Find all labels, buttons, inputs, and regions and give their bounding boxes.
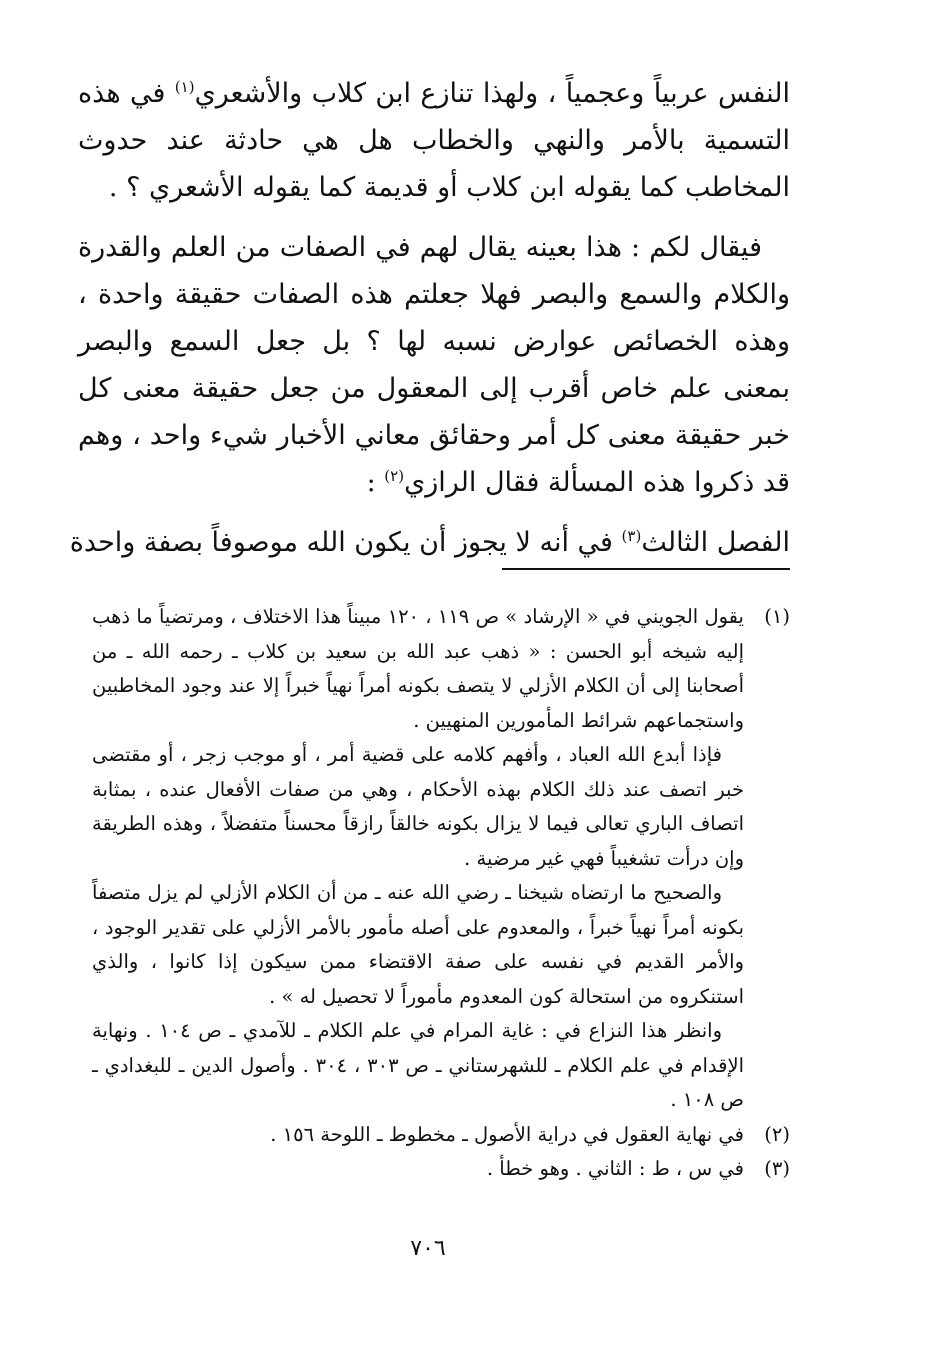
paragraph-2-text-b: :: [366, 467, 385, 498]
footnote-ref-3: (٣): [621, 527, 642, 545]
footnote-ref-1: (١): [174, 78, 195, 96]
footnote-paragraph: يقول الجويني في « الإرشاد » ص ١١٩ ، ١٢٠ مبيناً هذا الاختلاف ، ومرتضياً ما ذهب إليه شيخه أبو الحسن : « ذهب عبد الله بن سعيد بن كلاب ـ رحمه الله ـ من أصحابنا إلى أن الكلام الأزلي لا يتصف بكونه أمراً نهياً خبراً إلا عند وجود المخاطبين واستجماعهم شرائط المأمورين المنهيين .: [92, 605, 744, 732]
main-paragraph-1: [78, 70, 790, 211]
footnote-ref-2: (٢): [384, 467, 405, 485]
footnote-number: (٣): [764, 1157, 790, 1180]
footnote-separator: [502, 568, 790, 570]
paragraph-1-text-b: في هذه التسمية بالأمر والنهي والخطاب هل هي حادثة عند حدوث المخاطب كما يقوله ابن كلاب أو قديمة كما يقوله الأشعري ؟ .: [78, 78, 790, 203]
section-heading-text: في أنه لا يجوز أن يكون الله موصوفاً بصفة واحدة: [69, 527, 622, 558]
footnote-paragraph: والصحيح ما ارتضاه شيخنا ـ رضي الله عنه ـ من أن الكلام الأزلي لم يزل متصفاً بكونه أمراً نهياً خبراً ، والمعدوم على أصله مأمور بالأمر الأزلي على تقدير الوجود ، والأمر القديم في نفسه على صفة الاقتضاء ممن سيكون إذا كانوا ، والذي استنكروه من استحالة كون المعدوم مأموراً لا تحصيل له » .: [92, 881, 744, 1008]
footnote-paragraph: وانظر هذا النزاع في : غاية المرام في علم الكلام ـ للآمدي ـ ص ١٠٤ . ونهاية الإقدام في علم الكلام ـ للشهرستاني ـ ص ٣٠٣ ، ٣٠٤ . وأصول الدين ـ للبغدادي ـ ص ١٠٨ .: [92, 1019, 744, 1111]
footnote-paragraph: في نهاية العقول في دراية الأصول ـ مخطوط ـ اللوحة ١٥٦ .: [270, 1122, 744, 1146]
footnote-paragraph: في س ، ط : الثاني . وهو خطأ .: [486, 1157, 744, 1180]
footnote-1: [92, 600, 790, 1118]
page-number: ٧٠٦: [410, 1236, 446, 1261]
footnote-number: (١): [764, 605, 790, 628]
footnote-number: (٢): [764, 1122, 790, 1146]
footnotes: [92, 600, 790, 1187]
paragraph-1-text-a: النفس عربياً وعجمياً ، ولهذا تنازع ابن كلاب والأشعري: [194, 78, 790, 109]
footnote-paragraph: فإذا أبدع الله العباد ، وأفهم كلامه على قضية أمر ، أو موجب زجر ، أو مقتضى خبر اتصف عند ذلك الكلام بهذه الأحكام ، وهي من صفات الأفعال عنده ، بمثابة اتصاف الباري تعالى فيما لا يزال بكونه خالقاً رازقاً محسناً متفضلاً ، وهذه الطريقة وإن درأت تشغيباً فهي غير مرضية .: [92, 743, 744, 870]
main-paragraph-2: [78, 224, 790, 506]
section-heading-line: [69, 519, 790, 566]
section-heading-title: الفصل الثالث: [641, 527, 790, 558]
paragraph-2-text-a: فيقال لكم : هذا بعينه يقال لهم في الصفات من العلم والقدرة والكلام والسمع والبصر فهلا جعلتم هذه الصفات حقيقة واحدة ، وهذه الخصائص عوارض نسبه لها ؟ بل جعل السمع والبصر بمعنى علم خاص أقرب إلى المعقول من جعل حقيقة معنى كل خبر حقيقة معنى كل أمر وحقائق معاني الأخبار شيء واحد ، وهم قد ذكروا هذه المسألة فقال الرازي: [78, 232, 790, 498]
main-text: [69, 70, 790, 566]
footnote-3: [92, 1152, 790, 1187]
footnote-2: [92, 1118, 790, 1153]
